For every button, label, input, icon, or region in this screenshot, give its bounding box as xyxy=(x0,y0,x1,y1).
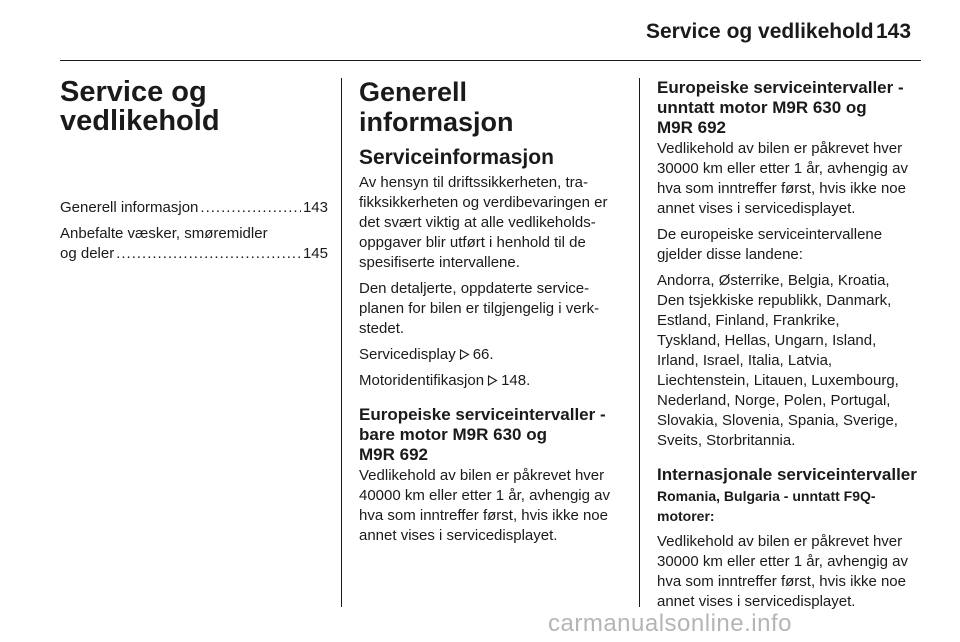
toc-leader-dots xyxy=(200,198,301,218)
toc-entry-label: Anbefalte væsker, smøremidler xyxy=(60,225,268,242)
subheading-intervals-other: Europeiske serviceintervaller - unntatt motor M9R 630 og M9R 692 xyxy=(657,78,904,137)
toc-leader-dots xyxy=(116,244,301,264)
cross-reference-servicedisplay[interactable]: Servicedisplay 66. xyxy=(359,345,494,363)
column-divider-right xyxy=(639,78,640,607)
toc-entry-page: 143 xyxy=(302,199,328,216)
page-number: 143 xyxy=(876,20,912,43)
subheading-international: Internasjonale serviceintervaller xyxy=(657,465,917,484)
toc-entry-page: 145 xyxy=(302,245,328,262)
column-divider-left xyxy=(341,78,342,607)
subheading-romania-bulgaria: Romania, Bulgaria - unntatt F9Q- motorer: xyxy=(657,488,876,524)
paragraph-countries-intro: De europeiske serviceintervallene gjelder disse landene: xyxy=(657,226,883,263)
header-rule xyxy=(60,60,921,61)
subsection-heading: Serviceinformasjon xyxy=(359,146,554,170)
chapter-column xyxy=(60,78,328,270)
toc-entry-label-cont: og deler xyxy=(60,245,115,262)
toc-entry-anbefalte[interactable] xyxy=(60,224,328,264)
running-header-title: Service og vedlikehold xyxy=(646,20,874,43)
paragraph-intro: Av hensyn til driftssikkerheten, tra- fikksikkerheten og verdibevaringen er det svært viktig at alle vedlikeholds- oppgaver blir utført i henhold til de spesifiserte intervallene. xyxy=(359,173,608,271)
page-reference-icon xyxy=(487,375,498,386)
watermark-text: carmanualsonline.info xyxy=(548,610,792,637)
middle-column xyxy=(359,78,624,552)
toc-entry-generell[interactable] xyxy=(60,198,328,218)
paragraph-interval-40000: Vedlikehold av bilen er påkrevet hver 40000 km eller etter 1 år, avhengig av hva som inntreffer først, hvis ikke noe annet vises i servicedisplayet. xyxy=(359,466,610,544)
section-heading: Generell informasjon xyxy=(359,77,514,137)
right-column xyxy=(657,78,925,618)
chapter-title: Service og vedlikehold xyxy=(60,76,220,137)
subheading-intervals-m9r: Europeiske serviceintervaller - bare motor M9R 630 og M9R 692 xyxy=(359,404,606,464)
paragraph-interval-30000: Vedlikehold av bilen er påkrevet hver 30000 km eller etter 1 år, avhengig av hva som inntreffer først, hvis ikke noe annet vises i servicedisplayet. xyxy=(657,140,908,217)
paragraph-interval-international: Vedlikehold av bilen er påkrevet hver 30000 km eller etter 1 år, avhengig av hva som inntreffer først, hvis ikke noe annet vises i servicedisplayet. xyxy=(657,533,908,610)
cross-reference-motoridentifikasjon[interactable]: Motoridentifikasjon 148. xyxy=(359,371,531,389)
paragraph-country-list: Andorra, Østerrike, Belgia, Kroatia, Den tsjekkiske republikk, Danmark, Estland, Finland, Frankrike, Tyskland, Hellas, Ungarn, Island, Irland, Israel, Italia, Latvia, Liechtenstein, Litauen, Luxembourg, Nederland, Norge, Polen, Portugal, Slovakia, Slovenia, Spania, Sverige, Sveits, Storbritannia. xyxy=(657,272,899,449)
toc-entry-label: Generell informasjon xyxy=(60,199,199,216)
page-reference-icon xyxy=(459,349,470,360)
paragraph-serviceplan: Den detaljerte, oppdaterte service- planen for bilen er tilgjengelig i verk- stedet. xyxy=(359,279,600,337)
